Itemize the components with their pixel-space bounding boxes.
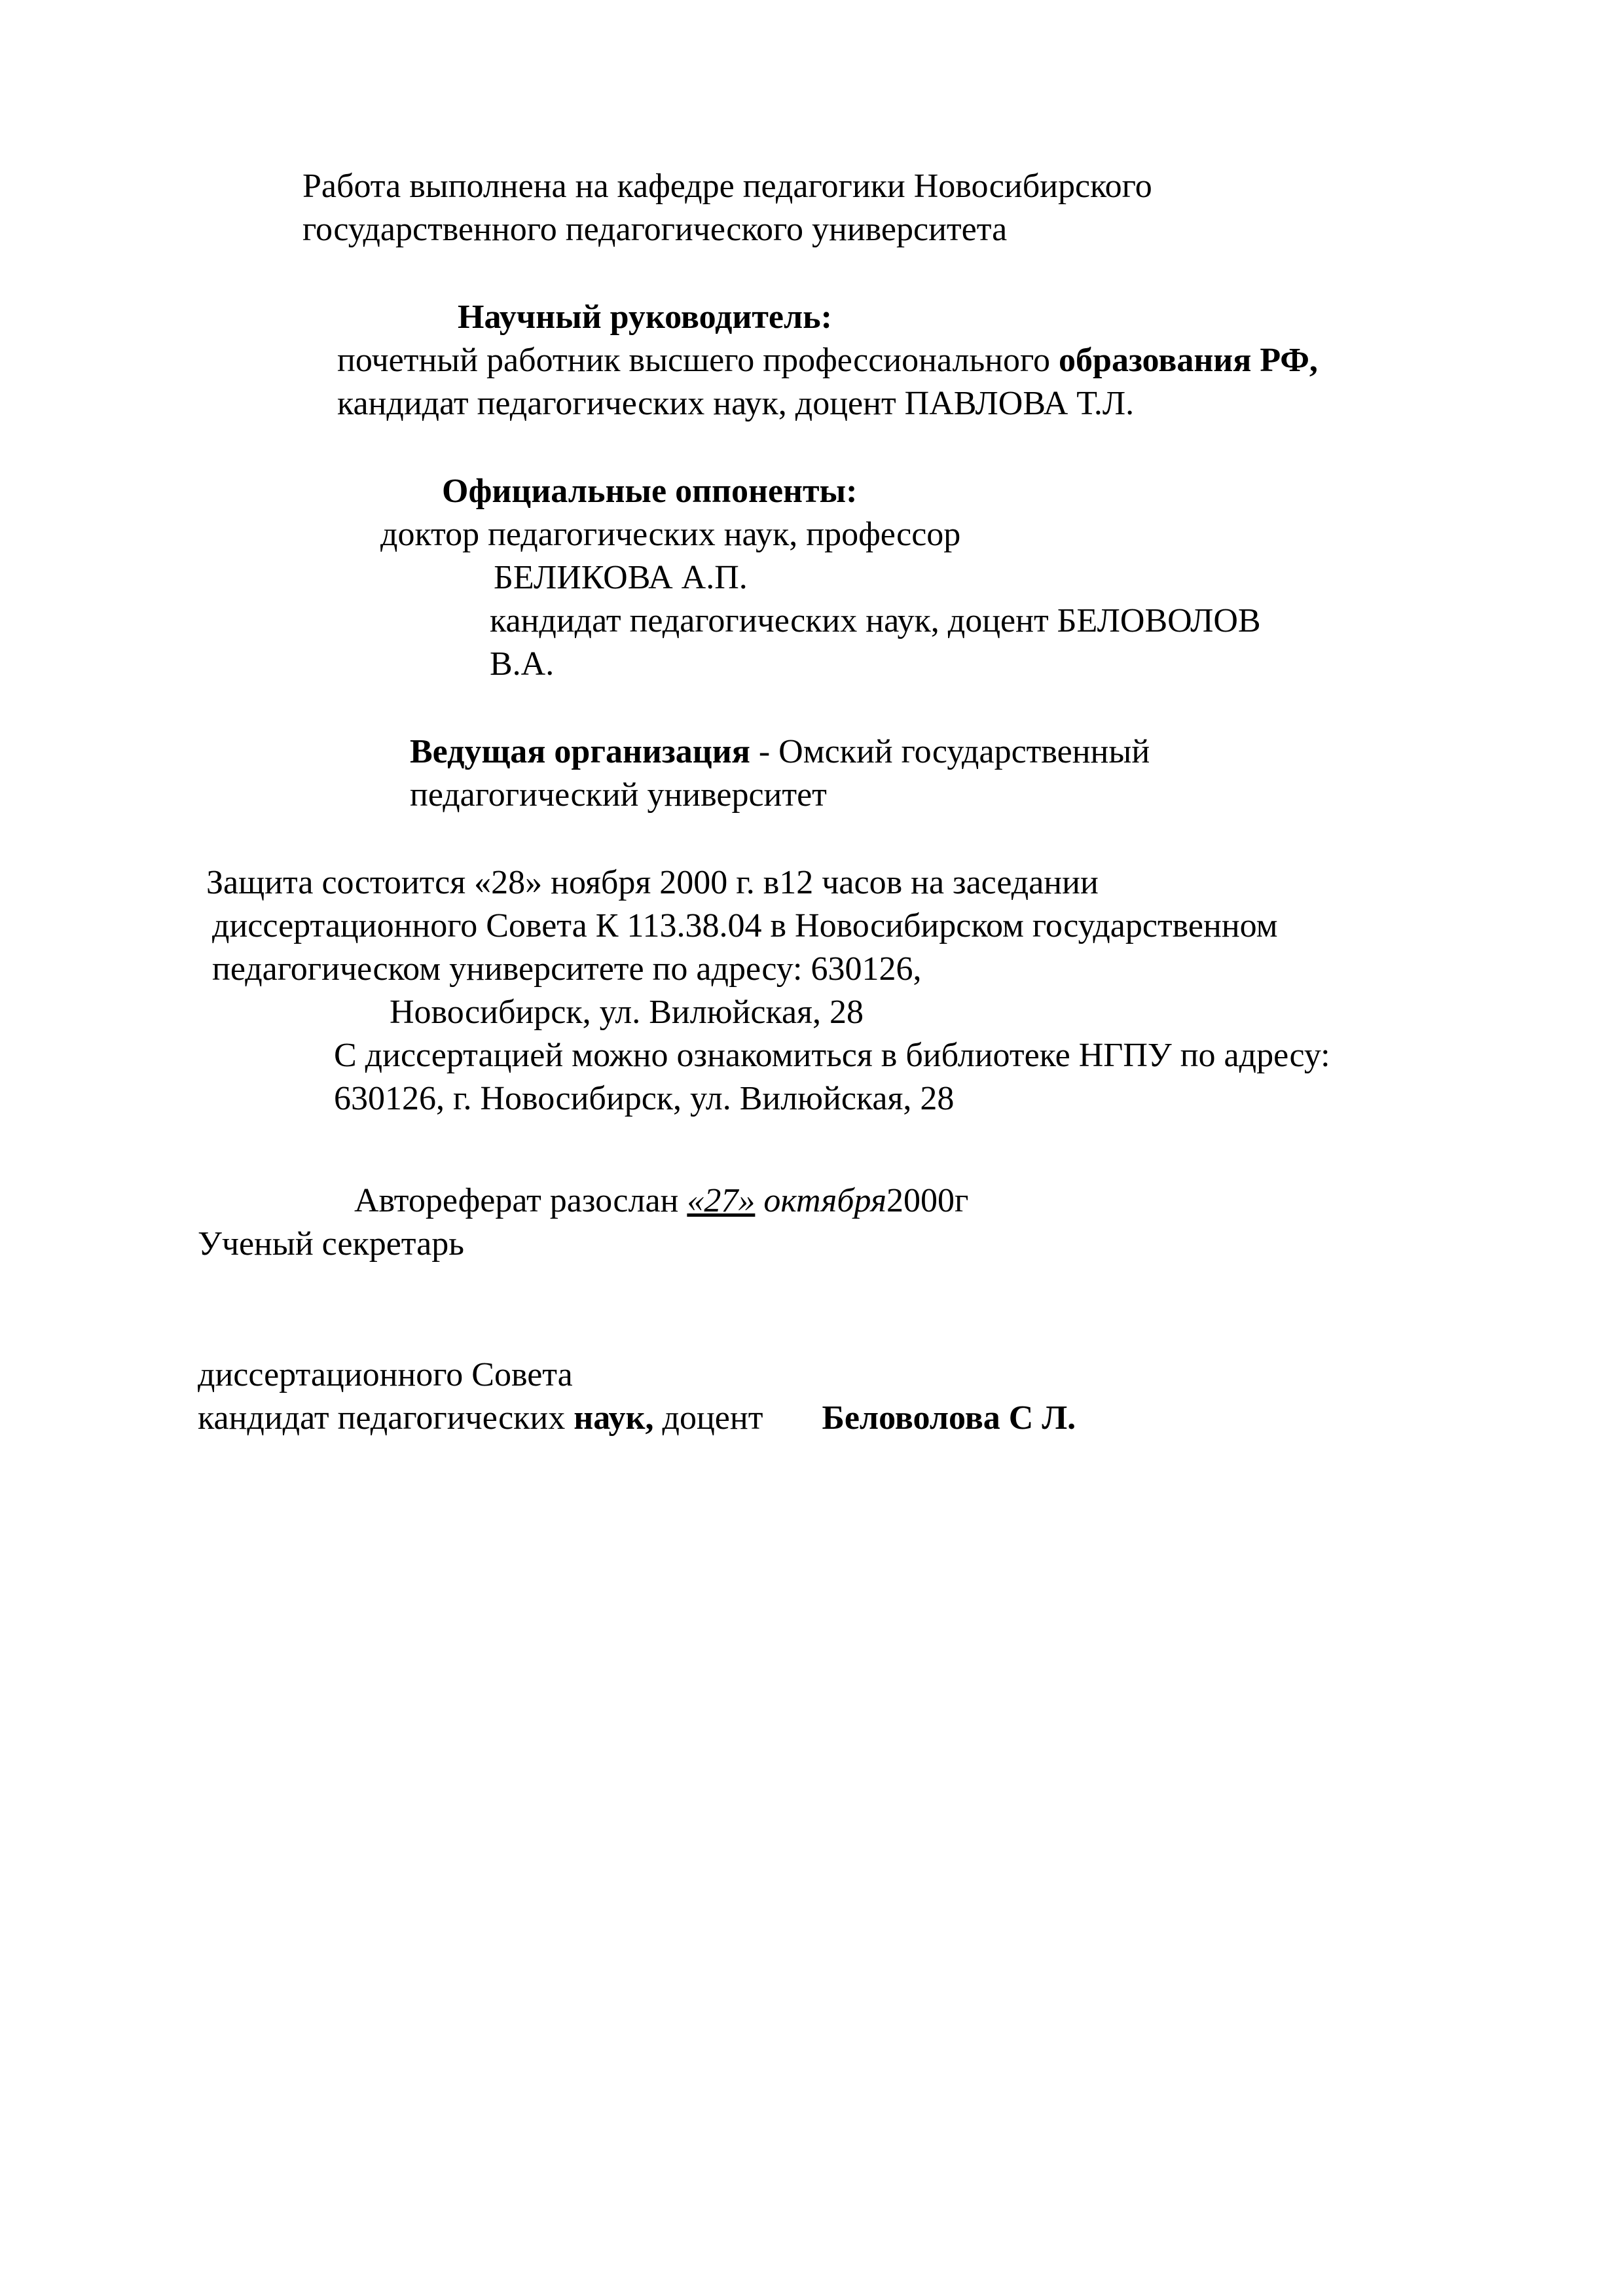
supervisor-line-1 [337, 339, 1623, 382]
leading-organization-rest: - Омский государственный [750, 733, 1150, 770]
leading-organization-line-1 [410, 730, 1623, 774]
intro-line-1: Работа выполнена на кафедре педагогики Новосибирского [302, 168, 1152, 205]
leading-organization-line-2: педагогический университет [410, 776, 827, 814]
secretary-line-1: Ученый секретарь [198, 1225, 464, 1263]
abstract-mailed-month: октября [755, 1182, 886, 1219]
defense-line-3: педагогическом университете по адресу: 630126, [212, 950, 922, 988]
supervisor-line-1-text: почетный работник высшего профессионального [337, 342, 1059, 379]
defense-line-5: С диссертацией можно ознакомиться в библиотеке НГПУ по адресу: [334, 1037, 1330, 1074]
supervisor-line-2: кандидат педагогических наук, доцент ПАВЛОВА Т.Л. [337, 385, 1135, 422]
defense-line-4: Новосибирск, ул. Вилюйская, 28 [390, 994, 864, 1031]
abstract-mailed-prefix: Автореферат разослан [354, 1182, 687, 1219]
abstract-mailed-line [354, 1179, 1623, 1223]
leading-organization-label: Ведущая организация [410, 733, 750, 770]
abstract-mailed-day: «27» [687, 1182, 756, 1219]
defense-line-1: Защита состоится «28» ноября 2000 г. в12 часов на заседании [206, 864, 1099, 901]
defense-line-2: диссертационного Совета К 113.38.04 в Новосибирском государственном [212, 907, 1278, 944]
opponents-line-2: БЕЛИКОВА А.П. [494, 559, 748, 596]
opponents-line-4: В.А. [490, 645, 555, 683]
abstract-mailed-year: 2000г [886, 1182, 969, 1219]
defense-line-6: 630126, г. Новосибирск, ул. Вилюйская, 28 [334, 1080, 955, 1117]
supervisor-line-1-bold: образования РФ, [1059, 342, 1318, 379]
secretary-line-3-mid: доцент [653, 1399, 763, 1437]
secretary-name: Беловолова С Л. [822, 1399, 1076, 1437]
secretary-line-3-text: кандидат педагогических [198, 1399, 574, 1437]
secretary-line-3 [198, 1397, 1623, 1440]
opponents-line-1: доктор педагогических наук, профессор [380, 516, 961, 553]
secretary-line-3-bold: наук, [574, 1399, 654, 1437]
opponents-heading: Официальные оппоненты: [442, 473, 858, 510]
intro-line-2: государственного педагогического университета [302, 211, 1008, 248]
opponents-line-3: кандидат педагогических наук, доцент БЕЛОВОЛОВ [490, 602, 1261, 639]
secretary-line-2: диссертационного Совета [198, 1356, 573, 1393]
supervisor-heading: Научный руководитель: [458, 298, 832, 336]
